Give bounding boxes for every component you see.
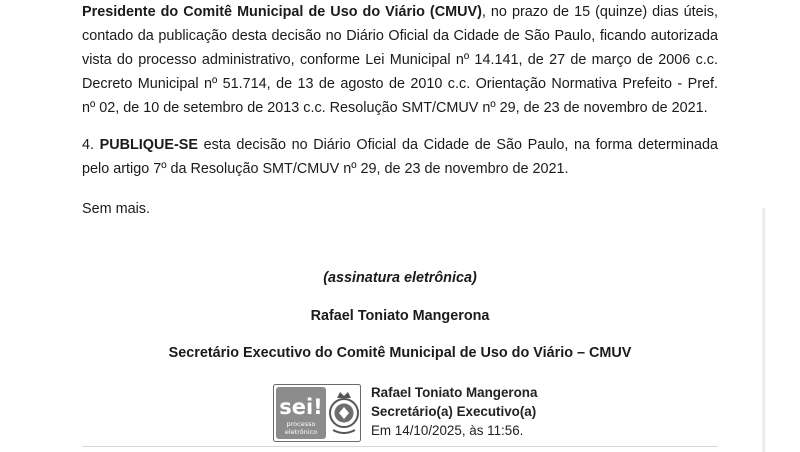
paragraph-line: contado da publicação desta decisão no Diário Oficial da Cidade de São Paulo, ficando autorizada [82,28,718,44]
sei-signer-name: Rafael Toniato Mangerona [371,385,538,400]
line-text: , no prazo de 15 (quinze) dias úteis, [481,4,718,20]
sei-signer-role: Secretário(a) Executivo(a) [371,404,537,419]
paragraph-deadline [82,0,718,120]
sei-logo-subtext: processo [286,420,316,428]
closing-line: Sem mais. [82,201,150,217]
item-number: 4. [82,137,100,153]
closing-text [82,197,718,221]
sei-signature-date: Em 14/10/2025, às 11:56. [371,423,524,438]
signatory-name: Rafael Toniato Mangerona [310,308,490,324]
sei-logo-subtext: eletrônico [284,428,318,436]
sei-logo-graphic [273,384,361,442]
bold-publique-se: PUBLIQUE-SE [99,137,198,153]
divider [82,446,718,447]
sei-logo [273,384,361,442]
paragraph-publish [82,133,718,181]
signatory-role: Secretário Executivo do Comitê Municipal de Uso do Viário – CMUV [168,345,632,361]
paragraph-line [82,0,718,24]
signature-note: (assinatura eletrônica) [323,270,477,286]
paragraph-line: pelo artigo 7º da Resolução SMT/CMUV nº 29, de 23 de novembro de 2021. [82,161,569,177]
paragraph-line [82,133,718,157]
paragraph-line: Decreto Municipal nº 51.714, de 13 de agosto de 2010 c.c. Orientação Normativa Prefeito - Pref. [82,76,718,92]
page-edge-shadow [762,208,765,452]
sei-logo-text: sei! [279,395,323,419]
line-text: esta decisão no Diário Oficial da Cidade de São Paulo, na forma determinada [197,137,719,153]
sei-signature-stamp [273,383,573,445]
sei-stamp-text [371,383,537,440]
paragraph-line: nº 02, de 10 de setembro de 2013 c.c. Resolução SMT/CMUV nº 29, de 23 de novembro de 2021. [82,100,708,116]
bold-authority: Presidente do Comitê Municipal de Uso do Viário (CMUV) [82,4,482,20]
paragraph-line: vista do processo administrativo, conforme Lei Municipal nº 14.141, de 27 de março de 2006 c.c. [82,52,718,68]
